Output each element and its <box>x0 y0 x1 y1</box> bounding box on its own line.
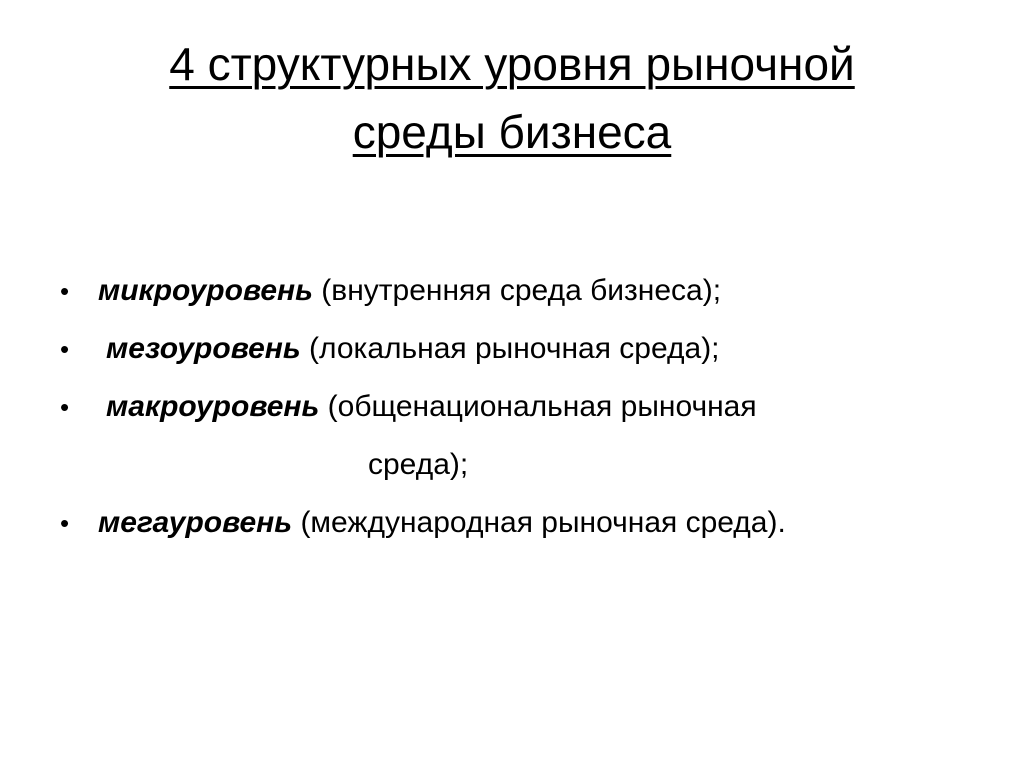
bullet-item-micro <box>60 262 980 320</box>
title-line-2: среды бизнеса <box>352 106 672 158</box>
bullet-dot-icon: • <box>60 276 70 306</box>
bullet-term: мезоуровень <box>106 332 301 365</box>
bullet-item-mega <box>60 494 980 552</box>
bullet-list <box>60 262 980 552</box>
bullet-dot-icon: • <box>60 334 70 364</box>
bullet-item-macro <box>60 378 980 494</box>
bullet-desc: (международная рыночная среда). <box>292 506 786 539</box>
bullet-term: микроуровень <box>98 274 313 307</box>
title-line-1: 4 структурных уровня рыночной <box>169 38 855 90</box>
bullet-dot-icon: • <box>60 392 70 422</box>
bullet-desc: (общенациональная рыночная <box>319 390 757 423</box>
bullet-text <box>98 262 721 320</box>
bullet-text <box>106 378 757 436</box>
bullet-term: макроуровень <box>106 390 320 423</box>
bullet-desc-continuation: среда); <box>368 448 469 481</box>
bullet-text <box>98 494 786 552</box>
bullet-desc: (внутренняя среда бизнеса); <box>312 274 722 307</box>
bullet-item-meso <box>60 320 980 378</box>
bullet-desc: (локальная рыночная среда); <box>300 332 720 365</box>
bullet-text <box>106 320 720 378</box>
bullet-dot-icon: • <box>60 508 70 538</box>
slide-title <box>40 30 984 166</box>
bullet-term: мегауровень <box>98 506 293 539</box>
